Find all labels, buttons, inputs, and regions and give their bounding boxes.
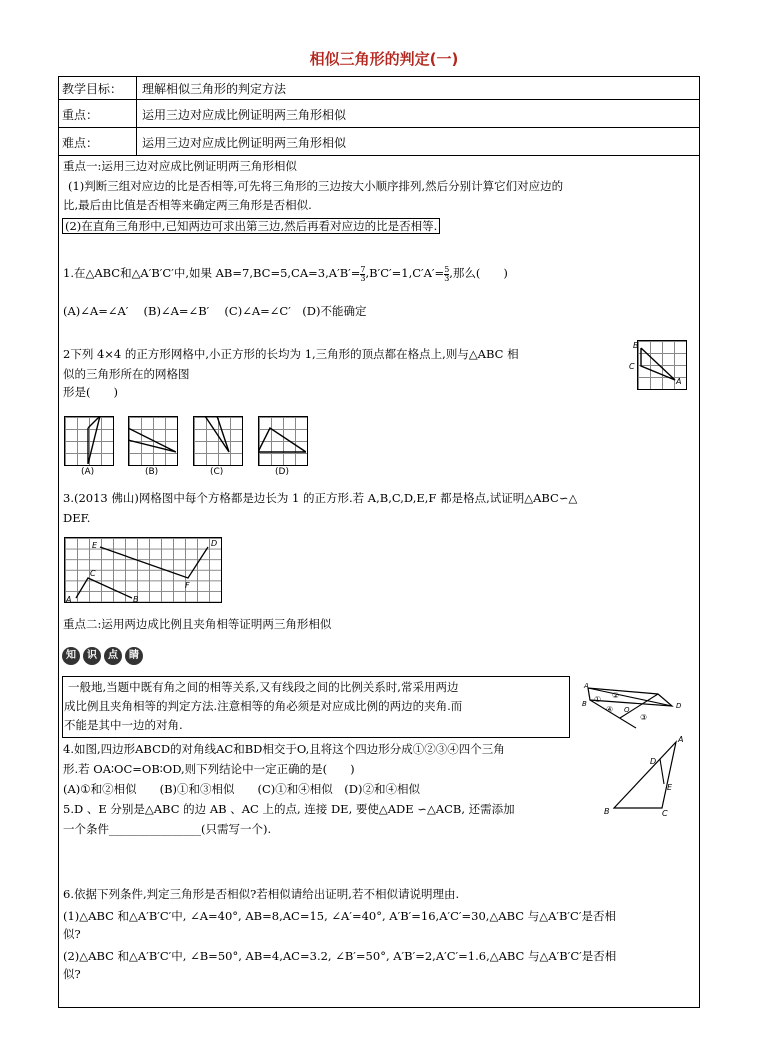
q5-label-e: E [667, 783, 673, 792]
badge-char-1: 知 [62, 647, 80, 665]
q1-frac1-num: 7 [360, 264, 366, 274]
hard-text: 运用三边对应成比例证明两三角形相似 [142, 136, 347, 150]
q6-line1: 6.依据下列条件,判定三角形是否相似?若相似请给出证明,若不相似请说明理由. [63, 887, 460, 901]
q1-options: (A)∠A=∠A′ (B)∠A=∠B′ (C)∠A=∠C′ (D)不能确定 [63, 304, 367, 318]
q5-line2: 一个条件________________(只需写一个). [63, 822, 272, 836]
hard-row [58, 128, 700, 156]
q3-label-a: A [66, 595, 72, 604]
q4-region-3: ③ [640, 713, 648, 722]
q2-figure-a-triangle [88, 416, 100, 464]
key-text: 运用三边对应成比例证明两三角形相似 [142, 108, 347, 122]
note-line2: 成比例且夹角相等的判定方法.注意相等的角必须是对应成比例的两边的夹角.而 [64, 699, 463, 713]
q3-triangle-abc [76, 578, 132, 598]
q3-label-e: E [92, 541, 98, 550]
q3-line2: DEF. [63, 511, 91, 525]
q2-fig-label-c: (C) [210, 467, 224, 477]
q4-options: (A)①和②相似 (B)①和③相似 (C)①和④相似 (D)②和④相似 [63, 782, 420, 796]
q3-line1: 3.(2013 佛山)网格图中每个方格都是边长为 1 的正方形.若 A,B,C,D,E,F 都是格点,试证明△ABC∽△ [63, 491, 578, 505]
q2-figure-c-triangle [205, 416, 229, 452]
q1-text-b: ,B′C′=1,C′A′= [365, 266, 445, 280]
q4-region-1: ① [594, 695, 602, 704]
q4-region-4: ④ [606, 705, 614, 714]
q2-label-b: B [633, 341, 639, 350]
q2-figure-d [258, 416, 306, 464]
key-label: 重点： [62, 108, 99, 122]
badge-char-2: 识 [83, 647, 101, 665]
q4-line1: 4.如图,四边形ABCD的对角线AC和BD相交于O,且将这个四边形分成①②③④四个三角 [63, 742, 505, 756]
q1-text-c: ,那么( ) [449, 266, 508, 280]
section1-para1-line1: (1)判断三组对应边的比是否相等,可先将三角形的三边按大小顺序排列,然后分别计算它们对应边的 [68, 179, 564, 193]
q5-figure [600, 734, 692, 818]
q4-region-2: ② [612, 691, 620, 700]
section2-heading: 重点二:运用两边成比例且夹角相等证明两三角形相似 [63, 617, 332, 631]
hard-label: 难点： [62, 136, 99, 150]
header-divider [136, 76, 137, 156]
badge-char-3: 点 [104, 647, 122, 665]
q5-segment-de [660, 759, 664, 784]
q4-figure [580, 682, 688, 734]
q6-line3: 似? [63, 927, 81, 941]
q4-line2: 形.若 OA∶OC=OB∶OD,则下列结论中一定正确的是( ) [63, 762, 355, 776]
q1-frac2-num: 5 [444, 264, 450, 274]
q1-frac2-den: 3 [444, 273, 450, 283]
q4-label-a: A [584, 682, 589, 690]
q1-stem [63, 262, 508, 284]
q2-line1: 2下列 4×4 的正方形网格中,小正方形的长均为 1,三角形的顶点都在格点上,则与△ABC 相 [63, 347, 519, 361]
goal-label: 教学目标： [62, 82, 123, 96]
q2-figure-b [128, 416, 176, 464]
q6-line4: (2)△ABC 和△A′B′C′中, ∠B=50°, AB=4,AC=3.2, ∠B′=50°, A′B′=2,A′C′=1.6,△ABC 与△A′B′C′是否相 [63, 949, 617, 963]
q2-line3: 形是( ) [63, 385, 118, 399]
q6-line2: (1)△ABC 和△A′B′C′中, ∠A=40°, AB=8,AC=15, ∠A′=40°, A′B′=16,A′C′=30,△ABC 与△A′B′C′是否相 [63, 909, 616, 923]
q3-label-c: C [90, 569, 96, 578]
q2-figure-d-triangle [258, 428, 306, 452]
section1-para2 [62, 218, 440, 234]
q2-fig-label-d: (D) [275, 467, 289, 477]
q2-fig-label-a: (A) [81, 467, 95, 477]
q3-figure [56, 530, 232, 608]
note-line1: 一般地,当题中既有角之间的相等关系,又有线段之间的比例关系时,常采用两边 [68, 680, 459, 694]
note-line3: 不能是其中一边的对角. [64, 718, 183, 732]
page-title: 相似三角形的判定(一) [309, 50, 459, 68]
q2-reference-triangle [626, 336, 690, 392]
q3-label-b: B [133, 595, 139, 604]
q4-label-o: O [624, 706, 630, 714]
q5-triangle-abc [614, 742, 676, 808]
q3-label-f: F [185, 581, 190, 590]
q2-line2: 似的三角形所在的网格图 [63, 367, 190, 381]
q2-figure-c [193, 416, 241, 464]
badge-char-4: 睛 [125, 647, 143, 665]
q5-label-c: C [662, 809, 668, 818]
q3-label-d: D [211, 539, 218, 548]
q5-label-a: A [678, 735, 684, 744]
q5-label-b: B [604, 807, 610, 816]
q4-label-b: B [582, 700, 587, 708]
q3-triangle-def [100, 547, 208, 578]
q5-line1: 5.D 、E 分别是△ABC 的边 AB 、AC 上的点, 连接 DE, 要使△ADE ∽△ACB, 还需添加 [63, 802, 515, 816]
section1-para1-line2: 比,最后由比值是否相等来确定两三角形是否相似. [63, 198, 312, 212]
q2-figure-a [64, 416, 112, 464]
section1-heading: 重点一:运用三边对应成比例证明两三角形相似 [63, 159, 297, 173]
q2-label-a: A [676, 377, 682, 386]
goal-row [58, 76, 700, 100]
q5-label-d: D [650, 757, 657, 766]
q2-triangle-abc [641, 348, 675, 380]
goal-text: 理解相似三角形的判定方法 [142, 82, 287, 96]
q2-figure-b-triangle [128, 428, 176, 452]
q2-fig-label-b: (B) [145, 467, 159, 477]
q6-line5: 似? [63, 967, 81, 981]
q4-label-d: D [676, 702, 682, 710]
q1-text-a: 1.在△ABC和△A′B′C′中,如果 AB=7,BC=5,CA=3,A′B′= [63, 266, 361, 280]
q1-frac1-den: 3 [360, 273, 366, 283]
key-row [58, 100, 700, 128]
section1-para2-box: (2)在直角三角形中,已知两边可求出第三边,然后再看对应边的比是否相等. [62, 218, 440, 234]
q2-label-c: C [629, 362, 635, 371]
